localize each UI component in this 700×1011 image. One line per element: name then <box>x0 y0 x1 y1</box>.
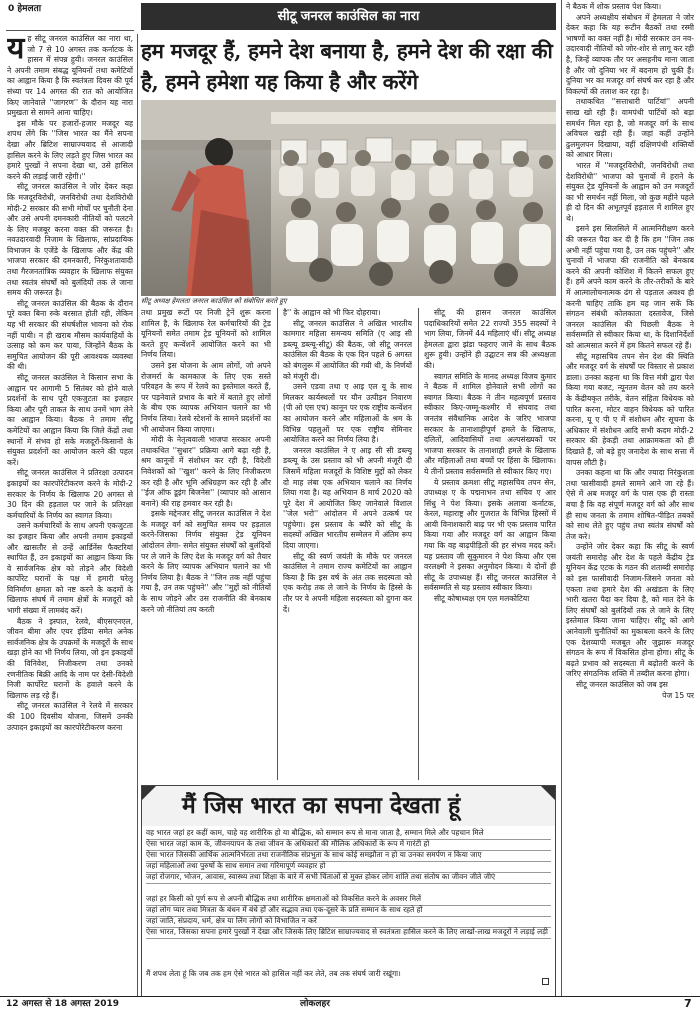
article-paragraph: सीटू जनरल काउंसिल को जब इस <box>576 680 668 689</box>
footer-masthead: लोकलहर <box>300 999 330 1009</box>
pledge-box-title-text: मैं जिस भारत का सपना देखता हूं <box>182 792 461 819</box>
footer-date: 12 अगस्त से 18 अगस्त 2019 <box>6 999 119 1009</box>
column-divider <box>561 0 562 996</box>
article-paragraph: तथा प्रमुख रूटों पर निजी ट्रेनें शुरू करना शामिल है, के खिलाफ रेल कर्मचारियों की ट्रेड यूनियनों समेत तमाम ट्रेड यूनियनों को शामिल करते हुए कन्वेंशनें आयोजित करने का भी निर्णय लिया। <box>141 308 271 360</box>
pledge-item: जहां हर किसी को पूर्ण रूप से अपनी बौद्धिक तथा शारीरिक क्षमताओं को विकसित करने के अवसर मिलें <box>146 894 551 906</box>
article-paragraph: अपने अध्यक्षीय संबोधन में हेमलता ने जोर देकर कहा कि यह रूटीन बैठकों तथा रस्मी भाषणों का वक्त नहीं है। मोदी सरकार उन नव-उदारवादी नीतियों को जोर-शोर से लागू कर रही है, जिन्हें व्यापक तौर पर असहनीय माना जाता है और जो दुनिया भर में बदनाम हो चुकी हैं। दुनिया भर का मजदूर वर्ग संघर्ष कर रहा है और विकल्पों की तलाश कर रहा है। <box>566 12 694 96</box>
pledge-item: वह भारत जहां हर कहीं काम, चाहे वह शारीरिक हो या बौद्धिक, को सम्मान रूप से माना जाता है, सम्मान मिले और पहचान मिले <box>146 828 551 840</box>
conference-photo <box>141 100 556 296</box>
column-divider <box>137 34 138 996</box>
article-paragraph: सीटू जनरल काउंसिल ने अखिल भारतीय कामगार महिला समन्वय समिति (ए आइ सी डब्ल्यू डब्ल्यू-सीटू) की बैठक, जो सीटू जनरल काउंसिल की बैठक के एक दिन पहले 6 अगस्त को बंगलुरू में आयोजित की गयी थी, के निर्णयों को मंजूरी दी। <box>283 318 412 381</box>
photo-caption: सीटू अध्यक्ष हेमलता जनरल काउंसिल को संबोधित करते हुए <box>141 297 287 305</box>
column-divider <box>418 308 419 780</box>
article-paragraph: सीटू की हासन जनरल काउंसिल पदाधिकारियों समेत 22 राज्यों 355 सदस्यों ने भाग लिया, जिनमें 44 महिलाएं थीं। सीटू अध्यक्ष हेमलता द्वारा झंडा फहराए जाने के साथ बैठक शुरू हुयी। उन्होंने ही उद्घाटन सत्र की अध्यक्षता की। <box>424 308 556 370</box>
article-paragraph: तथाकथित ''सत्ताधारी पार्टियां'' अपनी साख खो रही हैं। वामपंथी पार्टियों को बड़ा समर्थन मिल रहा है, जो मजदूर वर्ग के साथ अविचल खड़ी रही हैं। जहां कहीं उन्होंने ढुलमुलपन दिखाया, वहीं दक्षिणपंथी शक्तियों को आधार मिला। <box>566 97 694 160</box>
pledge-item: जहां रोजगार, भोजन, आवास, स्वास्थ्य तथा शिक्षा के बारे में सभी चिंताओं से मुक्त होकर लोग शांति तथा संतोष का जीवन जीते जीएं <box>146 872 551 884</box>
end-mark-icon <box>542 976 549 987</box>
article-column-4 <box>424 308 556 780</box>
pledge-item: जहां लोग प्यार तथा मित्रता के बंधन में बंधे हों और सद्भाव तथा एक-दूसरे के प्रति सम्मान के साथ रहते हों <box>146 905 551 917</box>
article-paragraph: सीटू कोषाध्यक्ष एम एल मलकोटिया <box>434 594 530 604</box>
corner-triangle-icon <box>541 786 555 800</box>
article-paragraph: उसने एडवा तथा ए आइ एल यू के साथ मिलकर कार्यस्थलों पर यौन उत्पीड़न निवारण (पी ओ एस एच) कानून पर एक राष्ट्रीय कन्वेंशन का आयोजन करने और महिलाओं के श्रम के विभिन्न पहलुओं पर एक राष्ट्रीय सेमिनार आयोजित करने का निर्णय लिया है। <box>283 382 412 445</box>
article-paragraph: इस मौके पर हजारों-हजार मजदूर यह शपथ लेंगे कि ''जिस भारत का मैंने सपना देखा और ब्रिटिश साम्राज्यवाद से आजादी हासिल करने के लिए लड़ते हुए जिस भारत का हमारे पुरखों ने सपना देखा था, उसे हासिल करने की लड़ाई जारी रहेगी।'' <box>7 118 133 181</box>
article-paragraph: ह सीटू जनरल काउंसिल का नारा था, जो 7 से 10 अगस्त तक कर्नाटक के हासन में संपन्न हुयी। जनरल काउंसिल ने अपनी तमाम संबद्ध यूनियनों तथा कमेटियों का आह्वान किया है कि स्वतंत्रता दिवस की पूर्व संध्या पर 14 अगस्त की रात को आयोजित किए जानेवाले ''जागरण'' के दौरान यह नारा प्रमुखता से सामने आना चाहिए। <box>7 34 133 118</box>
author-byline: 0 हेमलता <box>8 4 42 14</box>
article-paragraph: स्वागत समिति के मानद अध्यक्ष विजय कुमार ने बैठक में शामिल होनेवाले सभी लोगों का स्वागत किया। बैठक ने तीन महत्वपूर्ण प्रस्ताव स्वीकार किए-जम्मू-कश्मीर में संघवाद तथा जनतंत्र संवैधानिक आदेश के जरिए भाजपा सरकार के तानाशाहीपूर्ण हमले के खिलाफ, दलितों, आदिवासियों तथा अल्पसंख्यकों पर भाजपा सरकार के तानाशाही हमले के खिलाफ और महिलाओं तथा बच्चों पर हिंसा के खिलाफ। ये तीनों प्रस्ताव सर्वसम्मति से स्वीकार किए गए। <box>424 371 556 476</box>
article-paragraph: बैठक ने इस्पात, रेलवे, बीएसएनएल, जीवन बीमा और एयर इंडिया समेत अनेक सार्वजनिक क्षेत्र के उपक्रमों के मजदूरों के साथ खड़ा होने का भी निर्णय लिया, जो इन इकाइयों की विनिवेश, निजीकरण तथा उनको रणनीतिक बिक्री आदि के नाम पर देसी-विदेशी निजी कार्पोरेट घरानों के हवाले करने के खिलाफ लड़ रहे हैं। <box>7 616 133 700</box>
article-paragraph: सीटू जनरल काउंसिल ने किसान सभा के आह्वान पर आगामी 5 सितंबर को होने वाले प्रदर्शनों के साथ पूरी एकजुटता का इजहार किया और पूरी ताकत के साथ उनमें भाग लेने का आह्वान किया। बैठक ने तमाम सीटू कमेटियों का आह्वान किया कि जिले केंद्रों तथा स्थानों में संभव हो सके मजदूरों-किसानों के संयुक्त प्रदर्शनों का आयोजन करने की पहल करें। <box>7 373 133 467</box>
article-paragraph: सीटू जनरल काउंसिल ने रेलवे में सरकार की 100 दिवसीय योजना, जिसमें उनकी उत्पादन इकाइयों का कारपोरेटीकरण करना <box>7 701 133 732</box>
article-column-2 <box>141 308 271 780</box>
pledge-closing-line: मैं शपथ लेता हूं कि जब तक हम ऐसे भारत को हासिल नहीं कर लेते, तब तक संघर्ष जारी रखूंगा। <box>146 969 401 978</box>
article-paragraph: जनरल काउंसिल ने ए आइ सी सी डब्ल्यू डब्ल्यू के उस प्रस्ताव को भी अपनी मंजूरी दी जिसमें महिला मजदूरों के विशिष्ट मुद्दों को लेकर दो माह लंबा एक अभियान चलाने का निर्णय लिया गया है। यह अभियान 8 मार्च 2020 को पूरे देश में आयोजित किए जानेवाले विशाल ''जेल भरो'' आंदोलन में अपने उत्कर्ष पर पहुंचेगा। इस प्रस्ताव के ब्यौरे को सीटू के सदस्यों अखिल भारतीय सम्मेलन में अंतिम रूप दिया जाएगा। <box>283 445 412 551</box>
article-paragraph: भारत में ''मजदूरविरोधी, जनविरोधी तथा देशविरोधी'' भाजपा को चुनावों में हराने के संयुक्त ट्रेड यूनियनों के आह्वान को उन मजदूरों का भी समर्थन नहीं मिला, जो कुछ महीने पहले ही दो दिन की अभूतपूर्व हड़ताल में शामिल हुए थे। <box>566 160 694 223</box>
article-paragraph: ने बैठक में शोक प्रस्ताव पेश किया। <box>566 2 662 11</box>
continued-page-note: पेज 15 पर <box>662 690 694 700</box>
pledge-item: ऐसा भारत जहां काम के, जीवनयापन के तथा जीवन के अधिकारों की मौलिक अधिकारों के रूप में गारंटी हो <box>146 839 551 851</box>
byline-divider <box>6 30 134 31</box>
article-paragraph: सीटू जनरल काउंसिल ने प्रतिरक्षा उत्पादन इकाइयों का कारपोरेटीकरण करने के मोदी-2 सरकार के निर्णय के खिलाफ 20 अगस्त से 30 दिन की हड़ताल पर जाने के प्रतिरक्षा कर्मचारियों के निर्णय का स्वागत किया। <box>7 468 133 520</box>
article-paragraph: उसने कर्मचारियों के साथ अपनी एकजुटता का इजहार किया और अपनी तमाम इकाइयों और खासतौर से उन्हें आर्डिनेंस फैक्टरियां स्थापित हैं, उन इकाइयों का आह्वान किया कि वे सार्वजनिक क्षेत्र को तोड़ने और विदेशी कार्पोरेट घरानों के पक्ष में हमारी घरेलू विनिर्माण क्षमता को नष्ट करने के कदमों के खिलाफ संघर्ष में तमाम क्षेत्रों के मजदूरों को भागी संख्या में लामबंद करें। <box>7 521 133 616</box>
article-paragraph: इसने इस सिलसिले में आत्मनिरीक्षण करने की जरूरत पैदा कर दी है कि हम ''जिन तक अभी नहीं पहुंचा गया है, उन तक पहुंचने'' और चुनावों में भाजपा की राजनीति को बेनकाब करने की अपनी कोशिश में कितने सफल हुए हैं। हमें अपने काम करने के तौर-तरीकों के बारे में आत्मालोचनात्मक ढंग से पड़ताल अवश्य ही करनी चाहिए ताकि हम यह जान सकें कि संगठन संबंधी कोलकाता दस्तावेज, जिसे जनरल काउंसिल की पिछली बैठक ने सर्वसम्मति से स्वीकार किया था, के दिशानिर्देशों को आत्मसात करने में हम कितने सफल रहे हैं। <box>566 224 694 350</box>
column-divider <box>277 308 278 780</box>
page-number: 7 <box>684 997 692 1010</box>
article-paragraph: है'' के आह्वान को भी फिर दोहराया। <box>283 308 381 317</box>
article-kicker: सीटू जनरल काउंसिल का नारा <box>141 3 556 30</box>
pledge-item: जहां महिलाओं तथा पुरुषों के साथ समान तथा गरिमापूर्ण व्यवहार हो <box>146 861 551 873</box>
article-paragraph: उन्होंने जोर देकर कहा कि सीटू के स्वर्ण जयंती समारोह और देश के पहले केंद्रीय ट्रेड यूनियन केंद्र एटक के गठन की शताब्दी समारोह को इस फासीवादी निजाम-जिसने जनता को एकता तथा हमारे देश की अखंडता के लिए भारी खतरा पैदा कर दिया है, को मात देने के लिए संघर्षों को बुलंदियों तक ले जाने के लिए इस्तेमाल किया जाना चाहिए। सीटू को आगे आनेवाली चुनौतियों का मुकाबला करने के लिए एक देशव्यापी मजबूत और जुझारू मजदूर संगठन के रूप में विकसित होना होगा। सीटू के बढ़ते प्रभाव को सदस्यता में बढ़ोतरी करने के जरिए संगठनिक शक्ति में तब्दील करना होगा। <box>566 542 694 679</box>
pledge-item: ऐसा भारत, जिसका सपना हमारे पुरखों ने देखा और जिसके लिए ब्रिटिश साम्राज्यवाद से स्वतंत्रता हासिल करने के लिए लाखों-लाख मजदूरों ने लड़ाई लड़ी <box>146 927 551 939</box>
corner-triangle-icon <box>142 786 156 800</box>
article-headline: हम मजदूर हैं, हमने देश बनाया है, हमने देश की रक्षा की है, हमने हमेशा यह किया है और करेंगे <box>141 39 553 94</box>
article-paragraph: सीटू जनरल काउंसिल की बैठक के दौरान पूरे वक्त बिना रुके बरसात होती रही, लेकिन यह भी सरकार की संघर्षशील भावना को रोक नहीं पायी। न ही खराब मौसम कार्यवाहियों के उत्साह को कम कर पाया, जिन्होंने बैठक के समुचित आयोजन की पूरी आवश्यक व्यवस्था की थी। <box>7 298 133 372</box>
article-paragraph: सीटू जनरल काउंसिल ने जोर देकर कहा कि मजदूरविरोधी, जनविरोधी तथा देशविरोधी मोदी-2 सरकार की सभी मोर्चों पर चुनौती देना और उसे अपनी दमनकारी नीतियों को पलटने के लिए मजबूर करना वक्त की जरूरत है। नवउदारवादी निजाम के खिलाफ, सांप्रदायिक विभाजन के एजेंडे के खिलाफ और केंद्र की भाजपा सरकार की दमनकारी, निरंकुशतावादी तथा गैरजनतांत्रिक व्यवहार के खिलाफ संयुक्त तथा स्वतंत्र संघर्षों को बुलंदियों तक ले जाना समय की जरूरत है। <box>7 182 133 298</box>
article-paragraph: ये प्रस्ताव क्रमशः सीटू महासचिव तपन सेन, उपाध्यक्ष ए के पद्मनाभन तथा सचिव ए आर सिंधु ने पेश किया। इसके अलावा कर्नाटक, केरल, महाराष्ट्र और गुजरात के विभिन्न हिस्सों में आयी विनाशकारी बाढ़ पर भी एक प्रस्ताव पारित किया गया और मजदूर वर्ग का आह्वान किया गया कि वह बाढ़पीड़ितों की हर संभव मदद करें। यह प्रस्ताव जी सुकुमारन ने पेश किया और एस वरलक्ष्मी ने इसका अनुमोदन किया। ये दोनों ही सीटू के उपाध्यक्ष हैं। सीटू जनरल काउंसिल ने सर्वसम्मति से यह प्रस्ताव स्वीकार किया। <box>424 477 556 593</box>
article-paragraph: मोदी के नेतृत्ववाली भाजपा सरकार अपनी तथाकथित ''सुधार'' प्रक्रिया आगे बढ़ा रही है, श्रम कानूनों में संशोधन कर रही है, विदेशी निवेशकों को ''खुश'' करने के लिए निजीकरण कर रही है और भूमि अधिग्रहण कर रही है और ''ईज ऑफ डूइंग बिजनेस'' (व्यापार को आसान बनाने) की राह हमवार कर रही है। <box>141 435 271 508</box>
article-paragraph: उनका कहना था कि और ज्यादा निरंकुशता तथा फासीवादी हमले सामने आने जा रहे हैं। ऐसे में अब मजदूर वर्ग के पास एक ही रास्ता बचा है कि वह संपूर्ण मजदूर वर्ग को और साथ ही साथ जनता के तमाम शोषित-पीड़ित तबकों को साथ लेते हुए पहुंच तथा स्वतंत्र संघर्षों को तेज करे। <box>566 468 694 541</box>
article-paragraph: सीटू की स्वर्ण जयंती के मौके पर जनरल काउंसिल ने तमाम राज्य कमेटियों का आह्वान किया है कि इस वर्ष के अंत तक सदस्यता को एक करोड़ तक ले जाने के निर्णय के हिस्से के तौर पर वे अपनी महिला सदस्यता को दुगना कर दें। <box>283 551 412 614</box>
article-paragraph: इसके मद्देनजर सीटू जनरल काउंसिल ने देश के मजदूर वर्ग को समुचित समय पर हड़ताल करने-जिसका निर्णय संयुक्त ट्रेड यूनियन आंदोलन लेगा- समेत संयुक्त संघर्षों को बुलंदियों पर ले जाने के लिए देश के मजदूर वर्ग को तैयार करने के लिए व्यापक अभियान चलाने का भी निर्णय लिया है। बैठक ने ''जिन तक नहीं पहुंचा गया है, उन तक पहुंचने'' और ''मुद्दों को नीतियों के साथ जोड़ने और उस राजनीति की बेनकाब करने जो नीतियां तय करती <box>141 509 271 614</box>
article-paragraph: सीटू महासचिव तपन सेन देश की स्थिति और मजदूर वर्ग के संघर्षों पर विस्तार से प्रकाश डाला। उनका कहना था कि वित्त मंत्री द्वारा पेश किया गया बजट, न्यूनतम वेतन को तय करने के केंद्रीयकृत तरीके, वेतन संहिता विधेयक को पारित करना, मोटर वाहन विधेयक को पारित करना, यू ए पी ए में संशोधन और सूचना के अधिकार में संशोधन आदि सभी कदम मोदी-2 सरकार की हेकड़ी तथा आक्रामकता को ही दिखाते हैं, जो बड़े हुए जनादेश के साथ सत्ता में वापस लौटी है। <box>566 351 694 467</box>
article-paragraph: उसने इस योजना के आम लोगों, जो अपने रोजमर्रा के कामकाज के लिए एक सस्ते परिवहन के रूप में रेलवे का इस्तेमाल करते हैं, पर पड़नेवाले प्रभाव के बारे में बताते हुए लोगों के बीच एक व्यापक अभियान चलाने का भी निर्णय लिया। रेलवे स्टेशनों के सामने प्रदर्शनों का भी आयोजन किया जाएगा। <box>141 360 271 434</box>
audience-illustration <box>141 100 556 296</box>
article-column-3 <box>283 308 412 780</box>
drop-cap: य <box>7 34 25 66</box>
article-column-5 <box>566 2 694 995</box>
article-column-1 <box>7 34 133 995</box>
pledge-item: ऐसा भारत जिसकी आर्थिक आत्मनिर्भरता तथा राजनीतिक संप्रभुता के साथ कोई समझौता न हो या उनका समर्पण न किया जाए <box>146 850 551 862</box>
pledge-item: जहां जाति, संप्रदाय, धर्म, क्षेत्र या लिंग लोगों को विभाजित न करें <box>146 916 551 928</box>
pledge-box-title <box>142 786 555 826</box>
